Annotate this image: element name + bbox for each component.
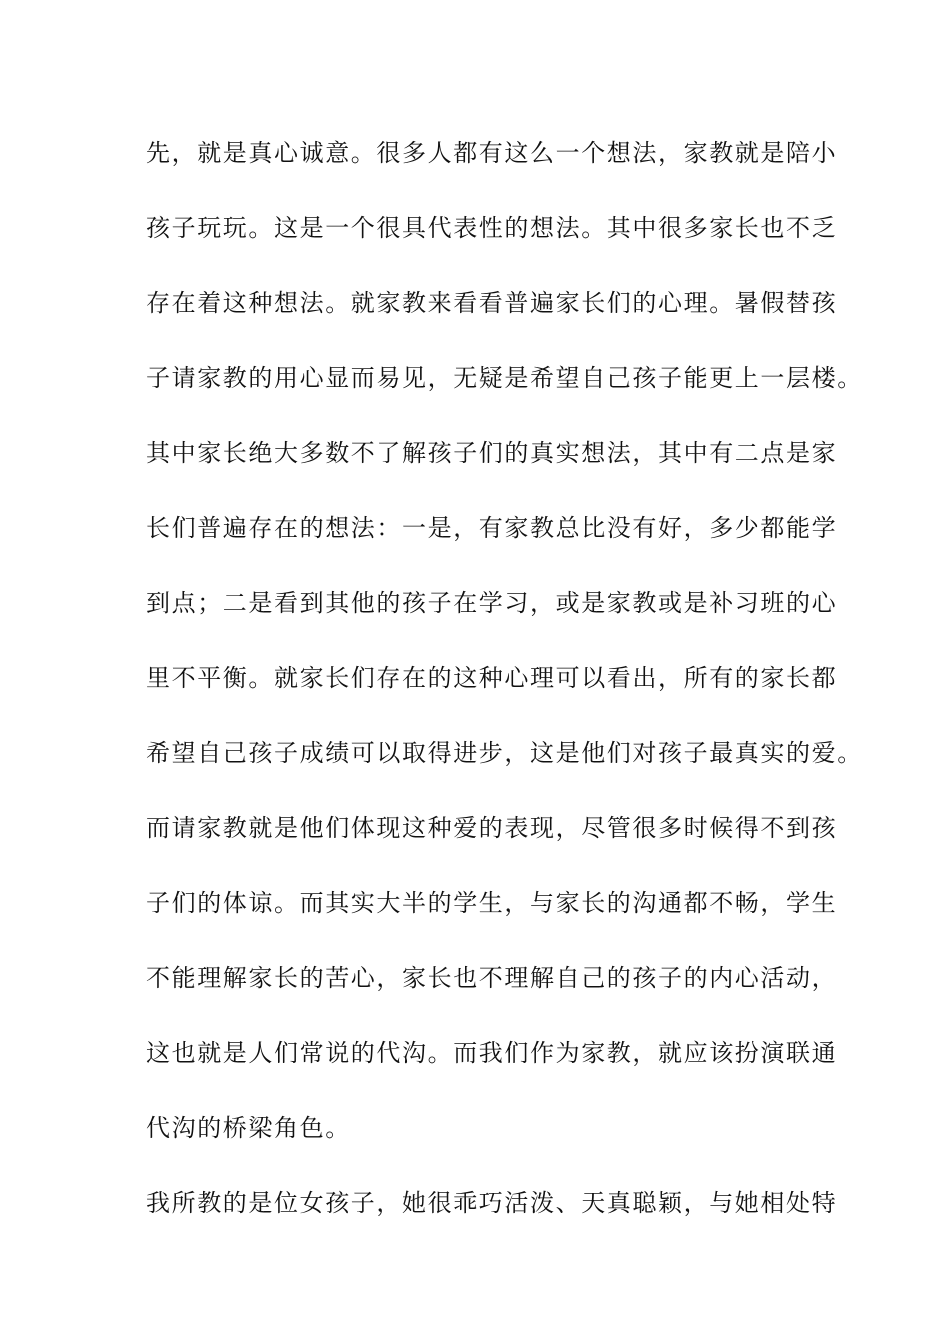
text-line: 长们普遍存在的想法：一是，有家教总比没有好，多少都能学 — [146, 514, 838, 542]
text-line: 存在着这种想法。就家教来看看普遍家长们的心理。暑假替孩 — [146, 289, 838, 317]
text-line: 子们的体谅。而其实大半的学生，与家长的沟通都不畅，学生 — [146, 889, 838, 917]
text-line: 这也就是人们常说的代沟。而我们作为家教，就应该扮演联通 — [146, 1039, 838, 1067]
text-line: 我所教的是位女孩子，她很乖巧活泼、天真聪颖，与她相处特 — [146, 1189, 838, 1217]
text-line: 不能理解家长的苦心，家长也不理解自己的孩子的内心活动， — [146, 964, 838, 992]
text-line: 孩子玩玩。这是一个很具代表性的想法。其中很多家长也不乏 — [146, 214, 838, 242]
text-line: 希望自己孩子成绩可以取得进步，这是他们对孩子最真实的爱。 — [146, 739, 863, 767]
text-line: 先，就是真心诚意。很多人都有这么一个想法，家教就是陪小 — [146, 139, 838, 167]
text-line: 到点；二是看到其他的孩子在学习，或是家教或是补习班的心 — [146, 589, 838, 617]
text-line: 子请家教的用心显而易见，无疑是希望自己孩子能更上一层楼。 — [146, 364, 863, 392]
text-line: 里不平衡。就家长们存在的这种心理可以看出，所有的家长都 — [146, 664, 838, 692]
text-line: 代沟的桥梁角色。 — [146, 1114, 351, 1142]
text-line: 其中家长绝大多数不了解孩子们的真实想法，其中有二点是家 — [146, 439, 838, 467]
text-line: 而请家教就是他们体现这种爱的表现，尽管很多时候得不到孩 — [146, 814, 838, 842]
